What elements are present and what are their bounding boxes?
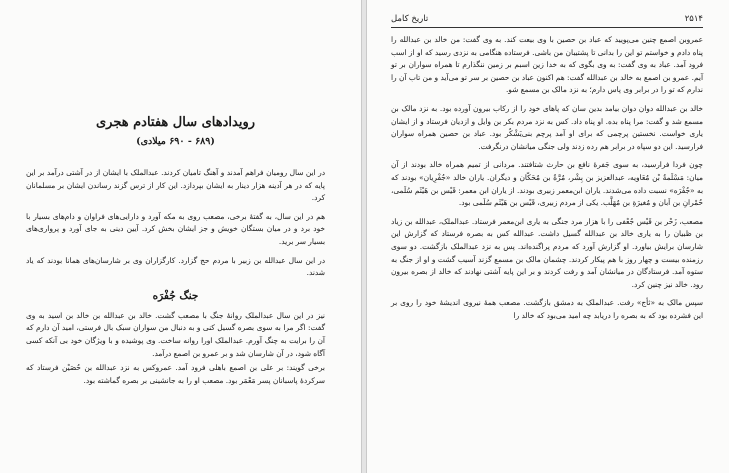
running-head xyxy=(391,14,703,28)
right-paragraph-3: چون فردا فرارسید، به سوی جَفرهٔ نافع بن حارث شتافتند. مردانی از تمیم همراه خالد بودند از آن میان: مَسْلَمةُ بْن مُعَاویه، عبدالعزیز بن بِشْر، مُرَّةُ بن مُحَکّان و دیگران. یاران خالد «جُفْرِیان» بودند که به «جُفْرَه» نسبت داده می‌شدند. یاران ابن‌معمر زبیری بودند. از یاران ابن معمر: قَیْس بن هَیْثَم سُلَمی، حُمْرانِ بن اَبان و مُغیرَةِ بن مُهَلَّب. یکی از مردم زبیری، قَیْس بن هَیْثَم سُلَمی بود. xyxy=(391,160,703,208)
left-section-paragraph-2: برخی گویند: بر علی بن اصمع باهلی فرود آمد. عمروکس به نزد عبدالله بن حُصَیْن فرستاد که سرکردهٔ پاسبانان پسر مَعْمَر بود. مصعب او را به جانشینی بر بصره گماشته بود. xyxy=(26,363,325,385)
right-paragraph-1: عمروبن اصمع چنین می‌پویید که عباد بن حصین با وی بیعت کند. به وی گفت: من خالد بن عبدالله را پناه دادم و خواستم تو این را بدانی تا پشتیبان من باشی. فرستاده هنگامی به نزدی رسید که او از اسب فرود آمد. عباد به وی گفت: به وی بگوی که به خدا زین اسبم بر زمین ننگذارم تا همراه سواران بر تو آیم. عمرو بن اصمع به خالد بن عبدالله گفت: هم اکنون عباد بن حصین بر سر تو می‌آید و من تاب آن را ندارم که تو را در برابر وی پاس دارم؛ به نزد مالک بن مسمع شو. xyxy=(391,35,703,95)
left-section-paragraph-1: نیز در این سال عبدالملک روانهٔ جنگ با مصعب گشت. خالد بن عبدالله بن خالد بن اسید به وی گفت: اگر مرا به سوی بصره گسیل کنی و به دنبال من سواران سبک بال فرستی، امید آن دارم که آن را برایت به چنگ آورم. عبدالملک اورا روانه ساخت. وی پوشیده و با ویژگان خود بی آنکه کسی آگاه شود، در آن شارسان شد و بر عمرو بن اصمع درآمد. xyxy=(26,310,325,358)
right-paragraph-5: سپس مالک به «ثأج» رفت. عبدالملک به دمشق بازگشت. مصعب همهٔ نیروی اندیشهٔ خود را روی بر این فشرده بود که به بصره را دریابد چه امید می‌بود که خالد را xyxy=(391,298,703,320)
right-paragraph-2: خالد بن عبدالله دوان دوان بیامد بدین سان که پاهای خود را از رکاب بیرون آورده بود. به نزد مالک بن مسمع شد و گفت: مرا پناه بده. او پناه داد. کس به نزد مردم بکر بن وایل و ازدیان فرستاد و از ایشان یاری خواست. نخستین پرچمی که برای او آمد پرچم بنی‌یَشْکُر بود. عباد بن حصین همراه سواران فرارسید. این دو سپاه در برابر هم رده زدند ولی جنگی میانشان درنگرفت. xyxy=(391,103,703,151)
right-paragraph-4: مصعب، زَحْر بن قَیْس جُعْفی را با هزار مرد جنگی به یاری ابن‌معمر فرستاد. عبدالملک، عبدالله بن زیاد بن ظبیان را به یاری خالد بن عبدالله گسیل داشت. عبدالله کس به بصره فرستاد که گزارش این شارسان برایش بیاورد. او گزارش آورد که مردم پراگنده‌اند. پس به نزد عبدالملک بازگشت. دو سوی رزمنده بیست و چهار روز با هم پیکار کردند. چشمان مالک بن مسمع گزند آسیب گشت و او از جنگ به ستوه آمد. فرستادگان در میانشان آمد و رفت کردند و بر این پایه آشتی نهادند که خالد از بصره بیرون رود. خالد نیز چنین کرد. xyxy=(391,216,703,289)
left-paragraph-3: در این سال عبدالله بن زبیر با مردم حج گزارد. کارگزاران وی بر شارسان‌های همانا بودند که یاد شدند. xyxy=(26,255,325,278)
page-number: ۲۵۱۴ xyxy=(684,14,703,24)
chapter-title: رویدادهای سال هفتادم هجری xyxy=(95,115,255,130)
right-page xyxy=(366,0,729,473)
left-page xyxy=(0,0,362,473)
section-title: جنگ جُفْرَه xyxy=(152,289,199,302)
chapter-years: (۶۸۹ - ۶۹۰ میلادی) xyxy=(136,136,215,147)
running-title: تاریخ کامل xyxy=(391,14,429,24)
left-paragraph-1: در این سال رومیان فراهم آمدند و آهنگ تامیان کردند. عبدالملک با ایشان از در آشتی درآمد بر این پایه که در هر آدینه هزار دینار به ایشان بپردازد. این کار از ترس گزند رساندن ایشان بر مسلمانان کرد. xyxy=(26,168,325,203)
left-paragraph-2: هم در این سال، به گفتهٔ برخی، مصعب روی به مکه آورد و دارایی‌های فراوان و دام‌های بسیار با خود برد و در میان بستگان خویش و جز ایشان بخش کرد. آیین دینی به جای آورد و پرواری‌های بسیار سر برید. xyxy=(26,211,325,246)
